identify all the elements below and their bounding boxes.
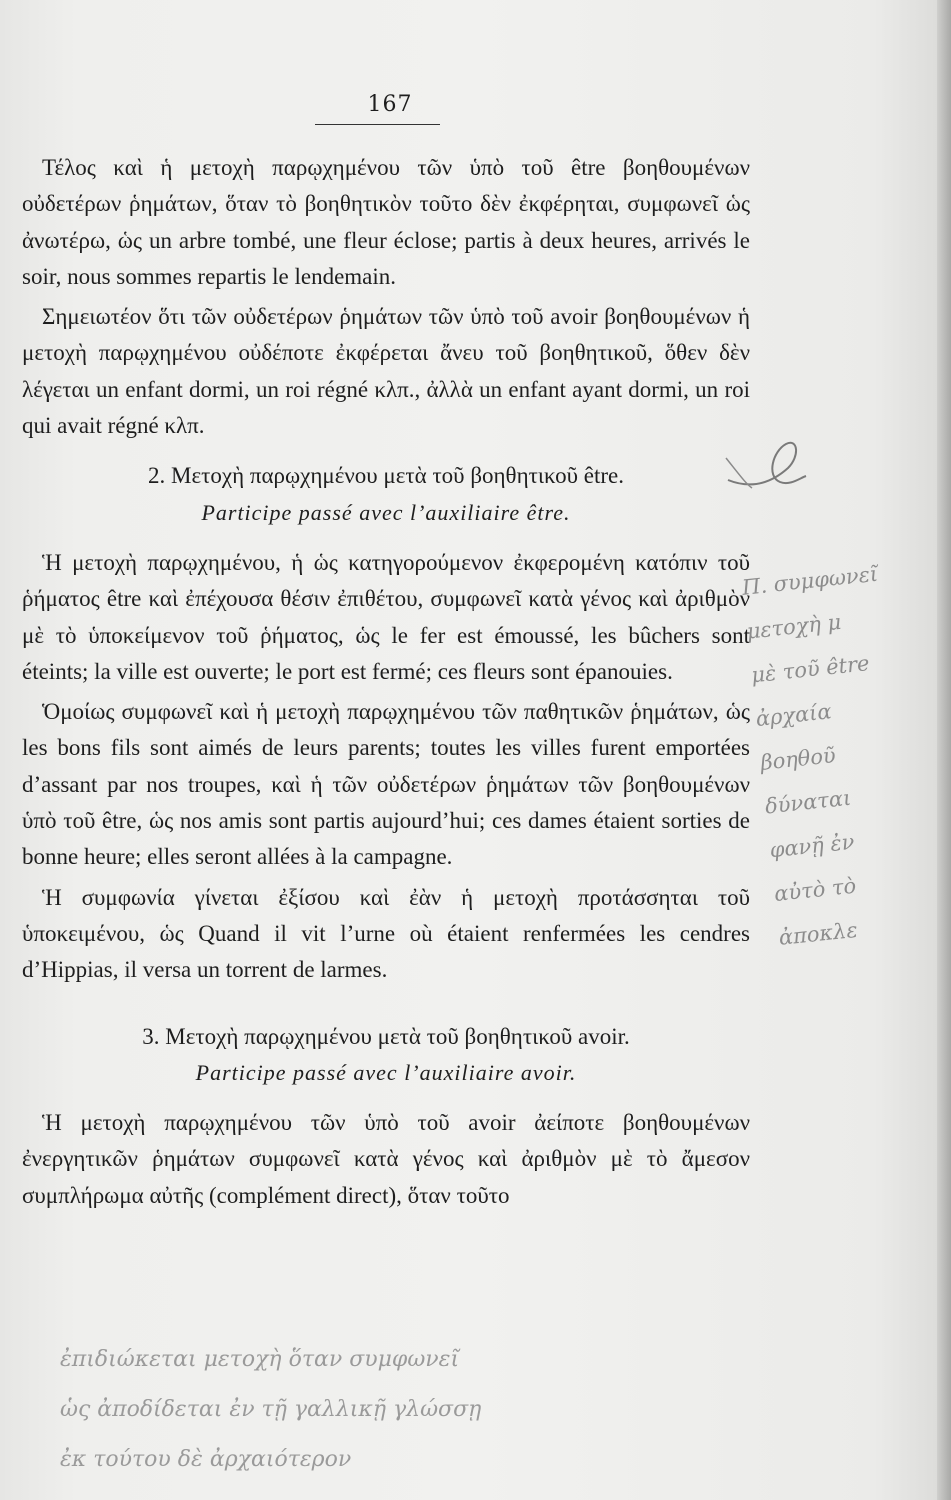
margin-note-line: δύναται [763,785,853,819]
bottom-note-line: ὡς ἀποδίδεται ἐν τῇ γαλλικῇ γλώσσῃ [60,1397,482,1422]
paragraph-note-avoir: Σημειωτέον ὅτι τῶν οὐδετέρων ῥημάτων τῶν ὑπὸ τοῦ avoir βοηθουμένων ἡ μετοχὴ παρῳχημένου οὐδέποτε ἐκφέρεται ἄνευ τοῦ βοηθητικοῦ, ὅθεν δὲν λέγεται un enfant dormi, un roi régné κλπ., ἀλλὰ un enfant ayant dormi, un roi qui avait régné κλπ. [22,304,750,439]
section-3-subheading: Participe passé avec l’auxiliaire avoir. [195,1059,577,1085]
handwritten-bottom-notes [60,1335,930,1485]
paragraph-predicate-participle: Ἡ μετοχὴ παρῳχημένου, ἡ ὡς κατηγορούμενον ἐκφερομένη κατόπιν τοῦ ῥήματος être καὶ ἐπέχουσα θέσιν ἐπιθέτου, συμφωνεῖ κατὰ γένος καὶ ἀριθμὸν μὲ τὸ ὑποκείμενον τοῦ ῥήματος, ὡς le fer est émoussé, les bûchers sont éteints; la ville est ouverte; le port est fermé; ces fleurs sont épanouies. [22,549,750,684]
margin-note-line: μετοχὴ μ [745,609,843,644]
paragraph-participle-end: Τέλος καὶ ἡ μετοχὴ παρῳχημένου τῶν ὑπὸ τοῦ être βοηθουμένων οὐδετέρων ῥημάτων, ὅταν τὸ βοηθητικὸν τοῦτο δὲν ἐκφέρηται, συμφωνεῖ ὡς ἀνωτέρω, ὡς un arbre tombé, une fleur éclose; partis à deux heures, arrivés le soir, nous sommes repartis le lendemain. [22,155,750,289]
section-3-heading: 3. Μετοχὴ παρῳχημένου μετὰ τοῦ βοηθητικοῦ avoir. [142,1023,630,1049]
handwritten-margin-notes [740,546,951,960]
margin-note-line: βοηθοῦ [759,743,837,775]
bottom-note-line: ἐπιδιώκεται μετοχὴ ὅταν συμφωνεῖ [60,1347,460,1372]
margin-note-line: ἀποκλε [777,917,859,950]
section-2-heading: 2. Μετοχὴ παρῳχημένου μετὰ τοῦ βοηθητικοῦ être. [148,463,624,489]
margin-note-line: ἀρχαία [754,699,833,732]
paragraph-passive-agreement: Ὁμοίως συμφωνεῖ καὶ ἡ μετοχὴ παρῳχημένου τῶν παθητικῶν ῥημάτων, ὡς les bons fils sont aimés de leurs parents; toutes les villes furent emportées d’assant par nos troupes, καὶ ἡ τῶν οὐδετέρων ῥημάτων τῶν βοηθουμένων ὑπὸ τοῦ être, ὡς nos amis sont partis aujourd’hui; ces dames étaient sorties de bonne heure; elles seront allées à la campagne. [22,699,750,870]
section-2-subheading: Participe passé avec l’auxiliaire être. [201,499,571,525]
margin-note-line: φανῇ ἐν [768,829,856,863]
header-rule [315,124,440,125]
paragraph-preposed-participle: Ἡ συμφωνία γίνεται ἐξίσου καὶ ἐὰν ἡ μετοχὴ προτάσσηται τοῦ ὑποκειμένου, ὡς Quand il vit l’urne où étaient renfermées les cendres d’Hippias, il versa un torrent de larmes. [22,884,750,983]
page-number: 167 [367,92,413,117]
handwritten-checkmark [718,418,808,498]
body-text [22,150,750,1214]
paragraph-avoir-agreement: Ἡ μετοχὴ παρῳχημένου τῶν ὑπὸ τοῦ avoir ἀείποτε βοηθουμένων ἐνεργητικῶν ῥημάτων συμφωνεῖ κατὰ γένος καὶ ἀριθμὸν μὲ τὸ ἄμεσον συμπλήρωμα αὐτῆς (complément direct), ὅταν τοῦτο [22,1110,750,1208]
margin-note-line: μὲ τοῦ être [750,651,871,688]
margin-note-line: Π. συμφωνεῖ [740,561,880,600]
margin-note-line: αὐτὸ τὸ [773,873,858,907]
bottom-note-line: ἐκ τούτου δὲ ἀρχαιότερον [60,1447,352,1472]
